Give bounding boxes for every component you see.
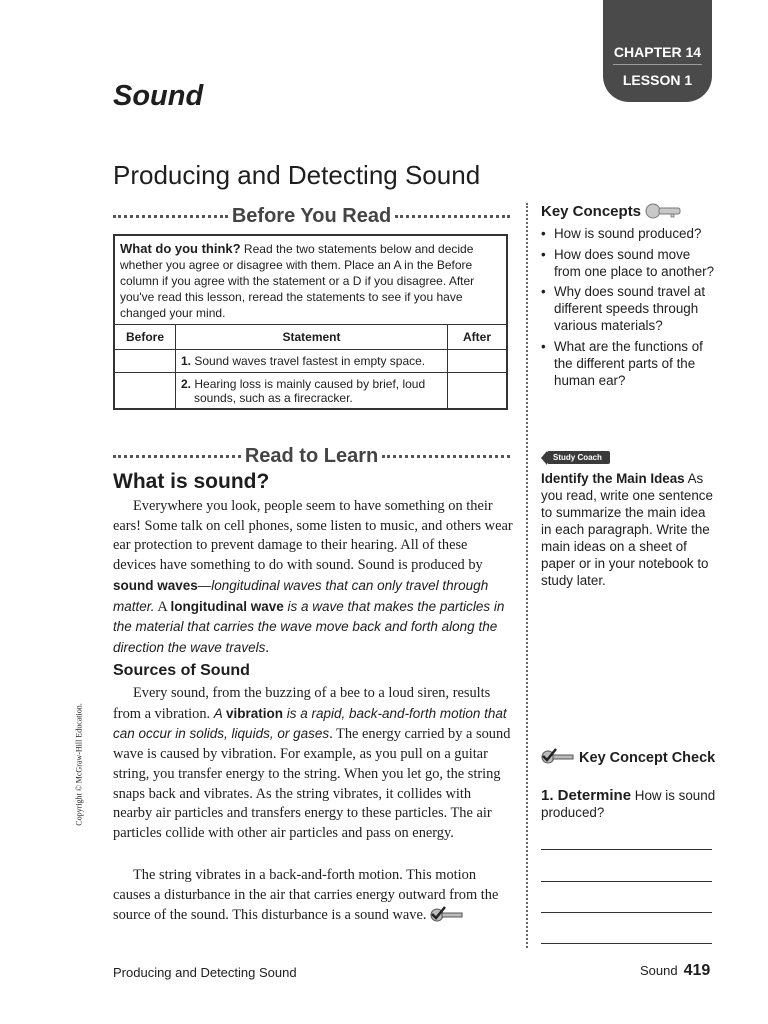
page-title: Sound (113, 80, 204, 112)
key-concept-check-question (541, 787, 716, 821)
key-concept-check-heading (541, 748, 716, 767)
paragraph-text: A (154, 598, 171, 615)
answer-line[interactable] (541, 912, 712, 913)
statement-text: Sound waves travel fastest in empty space. (194, 354, 426, 368)
read-to-learn-header (113, 443, 510, 469)
footer-section-label: Sound (640, 963, 678, 978)
dotted-rule (395, 215, 510, 218)
paragraph-text: . (265, 639, 269, 656)
study-coach-tag: Study Coach (547, 451, 610, 464)
study-coach-badge (541, 447, 610, 465)
list-item: • Why does sound travel at different speeds through various materials? (541, 283, 719, 334)
copyright-notice: Copyright © McGraw-Hill Education. (74, 703, 84, 826)
dotted-rule (113, 455, 241, 458)
statement-cell (176, 350, 448, 373)
table-row (115, 373, 506, 410)
before-you-read-header (113, 203, 510, 229)
answer-line[interactable] (541, 849, 712, 850)
answer-line[interactable] (541, 881, 712, 882)
subheading: Sources of Sound (113, 662, 250, 679)
definition-longitudinal-wave: is a wave that makes the particles in the material that carries the wave move back and forth along the direction the wave travels (113, 598, 505, 655)
definition-sound-waves: —longitudinal waves that can only travel through matter. (113, 577, 489, 614)
study-coach-text (541, 470, 713, 589)
paragraph-text: Every sound, from the buzzing of a bee to a loud siren, results from a vibration. (113, 685, 491, 722)
study-coach-lead: Identify the Main Ideas (541, 471, 685, 486)
definition-lead: A (213, 705, 226, 721)
key-icon (645, 203, 681, 220)
question-text: How is sound produced? (541, 788, 716, 820)
key-concepts-heading (541, 203, 681, 220)
table-row (115, 350, 506, 373)
table-header-row (115, 325, 506, 350)
key-check-icon (430, 907, 464, 923)
paragraph-text: The string vibrates in a back-and-forth motion. This motion causes a disturbance in the air that carries energy outward from the source of the sound. This disturbance is a sound wave. (113, 867, 499, 924)
dotted-rule (113, 215, 228, 218)
think-prompt-text: Read the two statements below and decide whether you agree or disagree with them. Place an A in the Before column if you agree with the statement or a D if you disagree. After you've read this lesson, reread the statements to see if you have changed your mind. (120, 242, 475, 320)
read-to-learn-title: Read to Learn (244, 444, 379, 467)
lesson-title: Producing and Detecting Sound (113, 160, 481, 190)
statement-number: 2. (181, 377, 192, 391)
paragraph-1 (113, 497, 513, 659)
before-answer-cell[interactable] (115, 350, 176, 373)
term-sound-waves: sound waves (113, 577, 198, 593)
term-vibration: vibration (225, 705, 283, 721)
paragraph-text: . The energy carried by a sound wave is caused by vibration. For example, as you pull on a guitar string, you transfer energy to the string. When you let go, the string snaps back and vibrates. As the string vibrates, it collides with nearby air particles and transfers energy to these particles. The air particles collide with other air particles and pass on energy. (113, 726, 511, 841)
think-prompt-lead: What do you think? (120, 241, 241, 256)
paragraph-text: Everywhere you look, people seem to have something on their ears! Some talk on cell phones, some listen to music, and others wear ear protection to prevent damage to their hearing. All of these devices have something to do with sound. Sound is produced by (113, 498, 513, 574)
think-prompt (115, 236, 506, 322)
dotted-rule (382, 455, 510, 458)
chapter-label: CHAPTER 14 (613, 44, 702, 60)
footer-page-info (640, 962, 710, 980)
section-heading: What is sound? (113, 470, 270, 493)
tab-divider (613, 64, 702, 65)
column-divider (526, 203, 528, 948)
statement-cell (176, 373, 448, 410)
definition-vibration: is a rapid, back-and-forth motion that can occur in solids, liquids, or gases (113, 705, 507, 742)
lesson-label: LESSON 1 (622, 72, 693, 88)
term-longitudinal-wave: longitudinal wave (170, 598, 284, 614)
column-header-statement: Statement (176, 325, 448, 350)
list-item: • What are the functions of the different parts of the human ear? (541, 338, 719, 389)
study-coach-body: As you read, write one sentence to summarize the main idea in each paragraph. Write the main ideas on a sheet of paper or in your notebook to study later. (541, 471, 713, 588)
what-do-you-think-box (113, 234, 508, 410)
key-concept-check-title: Key Concept Check (579, 750, 716, 766)
key-check-icon (541, 750, 579, 766)
after-answer-cell[interactable] (448, 350, 507, 373)
before-you-read-title: Before You Read (231, 204, 392, 227)
page-number: 419 (683, 962, 711, 979)
list-item: • How is sound produced? (541, 225, 719, 242)
footer-lesson-title: Producing and Detecting Sound (113, 965, 297, 980)
chapter-tab (603, 0, 712, 102)
answer-line[interactable] (541, 943, 712, 944)
key-concepts-list (541, 225, 719, 392)
before-answer-cell[interactable] (115, 373, 176, 410)
key-concepts-title: Key Concepts (541, 203, 642, 220)
question-lead: 1. Determine (541, 787, 632, 804)
list-item: • How does sound move from one place to another? (541, 246, 719, 280)
statement-text: Hearing loss is mainly caused by brief, loud sounds, such as a firecracker. (194, 377, 426, 405)
column-header-after: After (448, 325, 507, 350)
column-header-before: Before (115, 325, 176, 350)
after-answer-cell[interactable] (448, 373, 507, 410)
statement-table (115, 324, 506, 409)
paragraph-3 (113, 866, 513, 926)
paragraph-2 (113, 684, 513, 844)
statement-number: 1. (181, 354, 192, 368)
